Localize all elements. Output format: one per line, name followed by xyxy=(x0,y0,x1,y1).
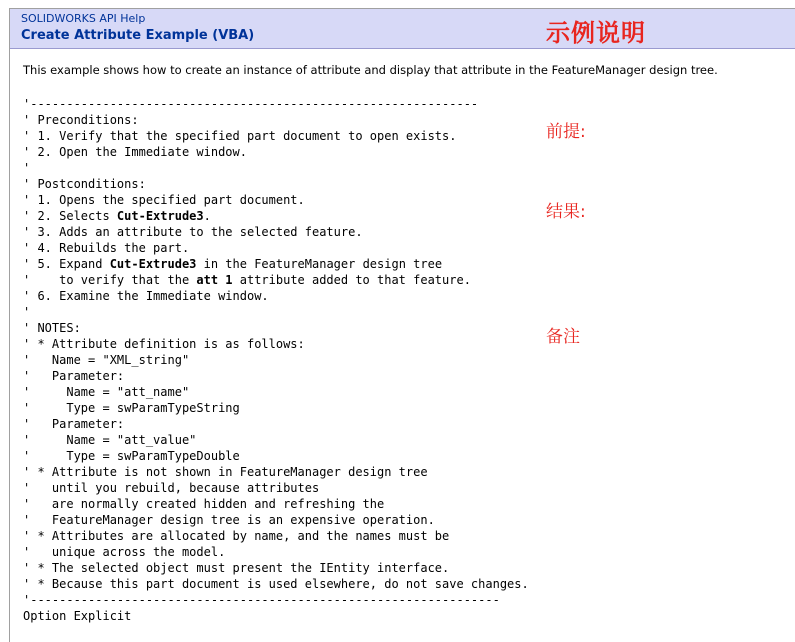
code-text: ' 2. Open the Immediate window. xyxy=(23,145,247,159)
code-line xyxy=(23,176,529,192)
code-text: ' Type = swParamTypeDouble xyxy=(23,449,240,463)
code-text: ' xyxy=(23,305,31,319)
code-text: ' FeatureManager design tree is an expensive operation. xyxy=(23,513,435,527)
annotation-notes: 备注 xyxy=(546,327,580,347)
annotation-preconditions: 前提: xyxy=(546,122,586,142)
code-line xyxy=(23,320,529,336)
code-text: ' * Because this part document is used elsewhere, do not save changes. xyxy=(23,577,529,591)
code-line xyxy=(23,272,529,288)
code-text: ' 4. Rebuilds the part. xyxy=(23,241,190,255)
code-line xyxy=(23,160,529,176)
code-line xyxy=(23,400,529,416)
code-text: ' 1. Verify that the specified part document to open exists. xyxy=(23,129,457,143)
page-title: Create Attribute Example (VBA) xyxy=(21,28,255,43)
code-emphasis: Cut-Extrude3 xyxy=(116,209,204,223)
code-line xyxy=(23,496,529,512)
code-line xyxy=(23,416,529,432)
code-line xyxy=(23,560,529,576)
code-text: ' until you rebuild, because attributes xyxy=(23,481,320,495)
code-text: ' 1. Opens the specified part document. xyxy=(23,193,305,207)
code-line xyxy=(23,448,529,464)
code-text: '----------------------------------------------------------------- xyxy=(23,593,500,607)
code-text: ' unique across the model. xyxy=(23,545,226,559)
code-text: ' 2. Selects xyxy=(23,209,117,223)
code-line xyxy=(23,368,529,384)
code-line xyxy=(23,512,529,528)
code-line xyxy=(23,256,529,272)
code-line xyxy=(23,144,529,160)
code-text: ' * Attribute definition is as follows: xyxy=(23,337,305,351)
code-text: ' Name = "att_name" xyxy=(23,385,190,399)
code-text: ' * The selected object must present the IEntity interface. xyxy=(23,561,450,575)
example-description: This example shows how to create an instance of attribute and display that attribute in the FeatureManager design tree. xyxy=(23,63,718,77)
code-text: Option Explicit xyxy=(23,609,132,623)
code-emphasis: Cut-Extrude3 xyxy=(109,257,197,271)
code-line xyxy=(23,224,529,240)
code-emphasis: att 1 xyxy=(196,273,233,287)
code-line xyxy=(23,192,529,208)
code-line xyxy=(23,208,529,224)
code-text: attribute added to that feature. xyxy=(232,273,471,287)
code-text: ' Postconditions: xyxy=(23,177,146,191)
code-text: ' Type = swParamTypeString xyxy=(23,401,240,415)
code-block xyxy=(23,96,529,624)
code-line xyxy=(23,528,529,544)
code-text: ' 5. Expand xyxy=(23,257,110,271)
code-line xyxy=(23,304,529,320)
code-line xyxy=(23,464,529,480)
code-line xyxy=(23,432,529,448)
code-line xyxy=(23,336,529,352)
code-text: ' are normally created hidden and refreshing the xyxy=(23,497,385,511)
code-text: ' 3. Adds an attribute to the selected feature. xyxy=(23,225,363,239)
code-text: '-------------------------------------------------------------- xyxy=(23,97,479,111)
code-line xyxy=(23,112,529,128)
code-line xyxy=(23,608,529,624)
code-text: ' Name = "XML_string" xyxy=(23,353,190,367)
breadcrumb-link[interactable]: SOLIDWORKS API Help xyxy=(21,12,146,25)
code-line xyxy=(23,240,529,256)
code-line xyxy=(23,480,529,496)
code-text: ' to verify that the xyxy=(23,273,197,287)
code-line xyxy=(23,128,529,144)
help-page-frame xyxy=(9,8,795,642)
code-line xyxy=(23,352,529,368)
code-text: ' 6. Examine the Immediate window. xyxy=(23,289,269,303)
annotation-example-description: 示例说明 xyxy=(546,19,646,47)
code-text: ' Parameter: xyxy=(23,417,125,431)
code-text: ' NOTES: xyxy=(23,321,81,335)
code-line xyxy=(23,288,529,304)
code-text: ' * Attribute is not shown in FeatureManager design tree xyxy=(23,465,428,479)
code-text: ' Name = "att_value" xyxy=(23,433,197,447)
code-text: . xyxy=(203,209,211,223)
code-line xyxy=(23,384,529,400)
code-line xyxy=(23,544,529,560)
code-text: ' xyxy=(23,161,31,175)
code-line xyxy=(23,592,529,608)
code-text: ' * Attributes are allocated by name, and the names must be xyxy=(23,529,450,543)
code-text: ' Preconditions: xyxy=(23,113,139,127)
annotation-postconditions: 结果: xyxy=(546,202,586,222)
page-header xyxy=(10,9,795,49)
code-text: in the FeatureManager design tree xyxy=(196,257,443,271)
code-text: ' Parameter: xyxy=(23,369,125,383)
code-line xyxy=(23,96,529,112)
code-line xyxy=(23,576,529,592)
